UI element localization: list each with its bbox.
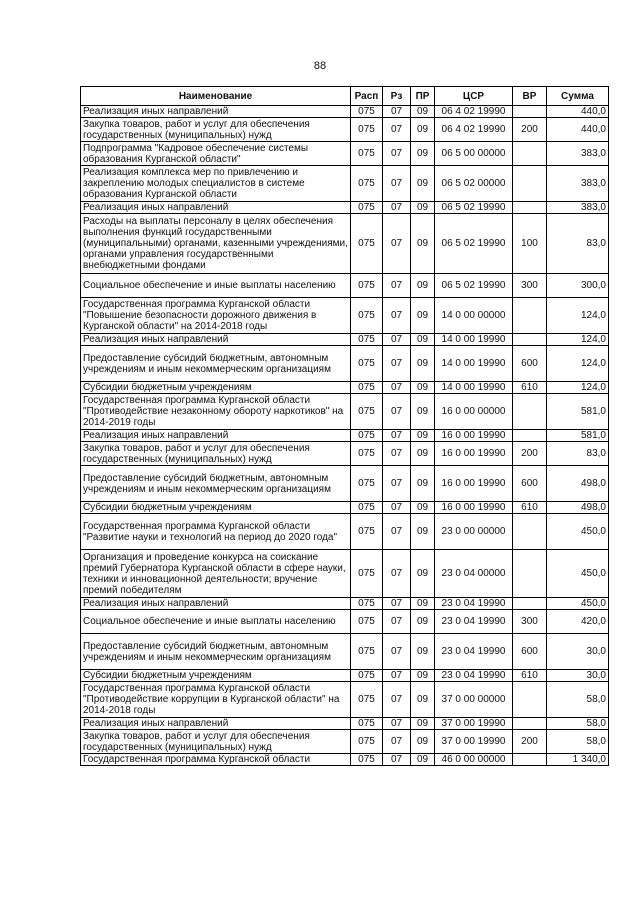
cell-name: Закупка товаров, работ и услуг для обеспечения государственных (муниципальных) нужд <box>81 730 351 754</box>
page-number: 88 <box>313 60 327 72</box>
cell-rasp: 075 <box>351 610 383 634</box>
table-row <box>81 118 609 142</box>
table-row <box>81 430 609 442</box>
cell-rasp: 075 <box>351 598 383 610</box>
cell-sum: 58,0 <box>547 682 609 718</box>
cell-name: Закупка товаров, работ и услуг для обеспечения государственных (муниципальных) нужд <box>81 442 351 466</box>
table-row <box>81 634 609 670</box>
cell-sum: 383,0 <box>547 142 609 166</box>
table-row <box>81 550 609 598</box>
cell-csr: 23 0 04 19990 <box>435 634 513 670</box>
header-name: Наименование <box>81 87 351 106</box>
cell-vr: 610 <box>513 670 547 682</box>
cell-pr: 09 <box>411 718 435 730</box>
cell-csr: 14 0 00 19990 <box>435 382 513 394</box>
cell-vr <box>513 598 547 610</box>
cell-pr: 09 <box>411 202 435 214</box>
table-row <box>81 142 609 166</box>
table-row <box>81 466 609 502</box>
cell-csr: 16 0 00 19990 <box>435 430 513 442</box>
header-rz: Рз <box>383 87 411 106</box>
cell-name: Реализация иных направлений <box>81 598 351 610</box>
cell-rz: 07 <box>383 334 411 346</box>
cell-name: Подпрограмма "Кадровое обеспечение системы образования Курганской области" <box>81 142 351 166</box>
cell-rz: 07 <box>383 682 411 718</box>
table-row <box>81 166 609 202</box>
cell-csr: 46 0 00 00000 <box>435 754 513 766</box>
cell-name: Предоставление субсидий бюджетным, автономным учреждениям и иным некоммерческим организациям <box>81 466 351 502</box>
table-row <box>81 202 609 214</box>
cell-pr: 09 <box>411 634 435 670</box>
cell-sum: 498,0 <box>547 502 609 514</box>
header-csr: ЦСР <box>435 87 513 106</box>
cell-csr: 23 0 04 19990 <box>435 598 513 610</box>
cell-rasp: 075 <box>351 394 383 430</box>
cell-rz: 07 <box>383 214 411 274</box>
table-row <box>81 598 609 610</box>
cell-rasp: 075 <box>351 298 383 334</box>
table-row <box>81 514 609 550</box>
cell-sum: 420,0 <box>547 610 609 634</box>
cell-name: Государственная программа Курганской области "Повышение безопасности дорожного движения в Курганской области" на 2014-2018 годы <box>81 298 351 334</box>
header-sum: Сумма <box>547 87 609 106</box>
cell-vr: 610 <box>513 502 547 514</box>
cell-pr: 09 <box>411 334 435 346</box>
cell-pr: 09 <box>411 670 435 682</box>
cell-rz: 07 <box>383 442 411 466</box>
cell-rasp: 075 <box>351 118 383 142</box>
table-row <box>81 394 609 430</box>
header-row <box>81 87 609 106</box>
cell-sum: 124,0 <box>547 334 609 346</box>
cell-rz: 07 <box>383 202 411 214</box>
cell-pr: 09 <box>411 298 435 334</box>
cell-rasp: 075 <box>351 730 383 754</box>
table-row <box>81 274 609 298</box>
cell-csr: 14 0 00 19990 <box>435 334 513 346</box>
cell-rasp: 075 <box>351 430 383 442</box>
cell-csr: 06 5 02 00000 <box>435 166 513 202</box>
cell-pr: 09 <box>411 106 435 118</box>
cell-rasp: 075 <box>351 466 383 502</box>
cell-name: Предоставление субсидий бюджетным, автономным учреждениям и иным некоммерческим организациям <box>81 346 351 382</box>
cell-sum: 498,0 <box>547 466 609 502</box>
cell-vr <box>513 394 547 430</box>
cell-rz: 07 <box>383 718 411 730</box>
cell-name: Государственная программа Курганской области "Противодействие незаконному обороту наркотиков" на 2014-2019 годы <box>81 394 351 430</box>
budget-table <box>80 86 609 766</box>
cell-vr: 610 <box>513 382 547 394</box>
cell-pr: 09 <box>411 730 435 754</box>
cell-rz: 07 <box>383 274 411 298</box>
cell-pr: 09 <box>411 382 435 394</box>
header-rasp: Расп <box>351 87 383 106</box>
cell-pr: 09 <box>411 598 435 610</box>
cell-name: Социальное обеспечение и иные выплаты населению <box>81 610 351 634</box>
cell-sum: 450,0 <box>547 514 609 550</box>
cell-rz: 07 <box>383 298 411 334</box>
table-row <box>81 214 609 274</box>
cell-sum: 450,0 <box>547 550 609 598</box>
cell-rasp: 075 <box>351 142 383 166</box>
cell-vr <box>513 550 547 598</box>
cell-rasp: 075 <box>351 214 383 274</box>
cell-rasp: 075 <box>351 514 383 550</box>
cell-vr: 100 <box>513 214 547 274</box>
cell-pr: 09 <box>411 430 435 442</box>
cell-vr <box>513 514 547 550</box>
cell-rasp: 075 <box>351 634 383 670</box>
cell-csr: 16 0 00 19990 <box>435 442 513 466</box>
cell-pr: 09 <box>411 442 435 466</box>
table-row <box>81 730 609 754</box>
cell-vr <box>513 166 547 202</box>
cell-pr: 09 <box>411 394 435 430</box>
cell-vr: 600 <box>513 466 547 502</box>
cell-vr: 200 <box>513 730 547 754</box>
cell-csr: 06 5 00 00000 <box>435 142 513 166</box>
cell-csr: 16 0 00 19990 <box>435 502 513 514</box>
cell-sum: 83,0 <box>547 214 609 274</box>
cell-pr: 09 <box>411 466 435 502</box>
cell-sum: 1 340,0 <box>547 754 609 766</box>
cell-sum: 58,0 <box>547 718 609 730</box>
cell-name: Государственная программа Курганской области <box>81 754 351 766</box>
table-row <box>81 670 609 682</box>
cell-rz: 07 <box>383 106 411 118</box>
cell-name: Государственная программа Курганской области "Развитие науки и технологий на период до 2020 года" <box>81 514 351 550</box>
cell-name: Реализация комплекса мер по привлечению и закреплению молодых специалистов в системе образования Курганской области <box>81 166 351 202</box>
cell-pr: 09 <box>411 514 435 550</box>
cell-sum: 124,0 <box>547 346 609 382</box>
cell-vr: 600 <box>513 634 547 670</box>
cell-vr <box>513 334 547 346</box>
cell-vr <box>513 298 547 334</box>
table-row <box>81 334 609 346</box>
cell-vr: 200 <box>513 442 547 466</box>
cell-rz: 07 <box>383 610 411 634</box>
table-row <box>81 502 609 514</box>
cell-rasp: 075 <box>351 274 383 298</box>
cell-name: Реализация иных направлений <box>81 334 351 346</box>
cell-vr <box>513 106 547 118</box>
cell-csr: 23 0 04 00000 <box>435 550 513 598</box>
cell-name: Государственная программа Курганской области "Противодействие коррупции в Курганской области" на 2014-2018 годы <box>81 682 351 718</box>
cell-sum: 300,0 <box>547 274 609 298</box>
cell-csr: 23 0 04 19990 <box>435 610 513 634</box>
cell-rz: 07 <box>383 502 411 514</box>
cell-pr: 09 <box>411 142 435 166</box>
cell-csr: 16 0 00 19990 <box>435 466 513 502</box>
cell-csr: 06 4 02 19990 <box>435 118 513 142</box>
table-row <box>81 346 609 382</box>
table-row <box>81 718 609 730</box>
cell-pr: 09 <box>411 502 435 514</box>
cell-rasp: 075 <box>351 334 383 346</box>
cell-vr <box>513 718 547 730</box>
cell-rz: 07 <box>383 466 411 502</box>
cell-rz: 07 <box>383 598 411 610</box>
header-pr: ПР <box>411 87 435 106</box>
cell-rasp: 075 <box>351 682 383 718</box>
table-body <box>81 106 609 766</box>
cell-sum: 83,0 <box>547 442 609 466</box>
cell-rz: 07 <box>383 514 411 550</box>
cell-rz: 07 <box>383 394 411 430</box>
header-vr: ВР <box>513 87 547 106</box>
cell-rasp: 075 <box>351 670 383 682</box>
cell-pr: 09 <box>411 166 435 202</box>
cell-csr: 06 5 02 19990 <box>435 202 513 214</box>
cell-rz: 07 <box>383 730 411 754</box>
table-row <box>81 610 609 634</box>
cell-csr: 14 0 00 19990 <box>435 346 513 382</box>
cell-name: Закупка товаров, работ и услуг для обеспечения государственных (муниципальных) нужд <box>81 118 351 142</box>
cell-csr: 37 0 00 00000 <box>435 682 513 718</box>
cell-csr: 23 0 04 19990 <box>435 670 513 682</box>
cell-rz: 07 <box>383 754 411 766</box>
cell-rasp: 075 <box>351 718 383 730</box>
cell-rasp: 075 <box>351 106 383 118</box>
cell-pr: 09 <box>411 754 435 766</box>
cell-pr: 09 <box>411 550 435 598</box>
cell-vr <box>513 754 547 766</box>
cell-sum: 450,0 <box>547 598 609 610</box>
cell-csr: 23 0 00 00000 <box>435 514 513 550</box>
cell-name: Реализация иных направлений <box>81 430 351 442</box>
cell-csr: 37 0 00 19990 <box>435 718 513 730</box>
cell-rz: 07 <box>383 634 411 670</box>
cell-csr: 16 0 00 00000 <box>435 394 513 430</box>
cell-rasp: 075 <box>351 502 383 514</box>
cell-vr: 600 <box>513 346 547 382</box>
cell-rz: 07 <box>383 670 411 682</box>
cell-rasp: 075 <box>351 166 383 202</box>
cell-sum: 383,0 <box>547 202 609 214</box>
cell-name: Реализация иных направлений <box>81 718 351 730</box>
cell-csr: 14 0 00 00000 <box>435 298 513 334</box>
cell-pr: 09 <box>411 682 435 718</box>
cell-rasp: 075 <box>351 346 383 382</box>
cell-sum: 58,0 <box>547 730 609 754</box>
cell-rz: 07 <box>383 382 411 394</box>
cell-sum: 30,0 <box>547 670 609 682</box>
cell-csr: 06 5 02 19990 <box>435 274 513 298</box>
cell-sum: 30,0 <box>547 634 609 670</box>
cell-rasp: 075 <box>351 754 383 766</box>
cell-rz: 07 <box>383 430 411 442</box>
cell-vr: 300 <box>513 274 547 298</box>
cell-vr <box>513 142 547 166</box>
cell-vr: 200 <box>513 118 547 142</box>
cell-sum: 124,0 <box>547 298 609 334</box>
table-row <box>81 382 609 394</box>
cell-rz: 07 <box>383 118 411 142</box>
cell-name: Реализация иных направлений <box>81 106 351 118</box>
cell-name: Социальное обеспечение и иные выплаты населению <box>81 274 351 298</box>
cell-name: Субсидии бюджетным учреждениям <box>81 670 351 682</box>
cell-pr: 09 <box>411 118 435 142</box>
cell-rasp: 075 <box>351 442 383 466</box>
cell-rz: 07 <box>383 346 411 382</box>
cell-sum: 581,0 <box>547 394 609 430</box>
cell-rasp: 075 <box>351 202 383 214</box>
cell-pr: 09 <box>411 214 435 274</box>
cell-csr: 37 0 00 19990 <box>435 730 513 754</box>
cell-name: Субсидии бюджетным учреждениям <box>81 502 351 514</box>
cell-rz: 07 <box>383 550 411 598</box>
cell-pr: 09 <box>411 274 435 298</box>
cell-csr: 06 5 02 19990 <box>435 214 513 274</box>
table-row <box>81 754 609 766</box>
cell-rasp: 075 <box>351 550 383 598</box>
cell-csr: 06 4 02 19990 <box>435 106 513 118</box>
table-row <box>81 106 609 118</box>
cell-rz: 07 <box>383 166 411 202</box>
cell-sum: 440,0 <box>547 118 609 142</box>
cell-vr: 300 <box>513 610 547 634</box>
table-row <box>81 682 609 718</box>
cell-sum: 440,0 <box>547 106 609 118</box>
cell-name: Реализация иных направлений <box>81 202 351 214</box>
cell-name: Организация и проведение конкурса на соискание премий Губернатора Курганской области в сфере науки, техники и инновационной деятельности; вручение премий победителям <box>81 550 351 598</box>
cell-rasp: 075 <box>351 382 383 394</box>
cell-vr <box>513 430 547 442</box>
cell-name: Расходы на выплаты персоналу в целях обеспечения выполнения функций государственными (муниципальными) органами, казенными учреждениями, органами управления государственными внебюджетными фондами <box>81 214 351 274</box>
cell-sum: 383,0 <box>547 166 609 202</box>
cell-pr: 09 <box>411 346 435 382</box>
cell-sum: 581,0 <box>547 430 609 442</box>
cell-pr: 09 <box>411 610 435 634</box>
table-row <box>81 298 609 334</box>
table-row <box>81 442 609 466</box>
cell-name: Предоставление субсидий бюджетным, автономным учреждениям и иным некоммерческим организациям <box>81 634 351 670</box>
cell-rz: 07 <box>383 142 411 166</box>
cell-vr <box>513 682 547 718</box>
cell-sum: 124,0 <box>547 382 609 394</box>
cell-vr <box>513 202 547 214</box>
cell-name: Субсидии бюджетным учреждениям <box>81 382 351 394</box>
table-header <box>81 87 609 106</box>
